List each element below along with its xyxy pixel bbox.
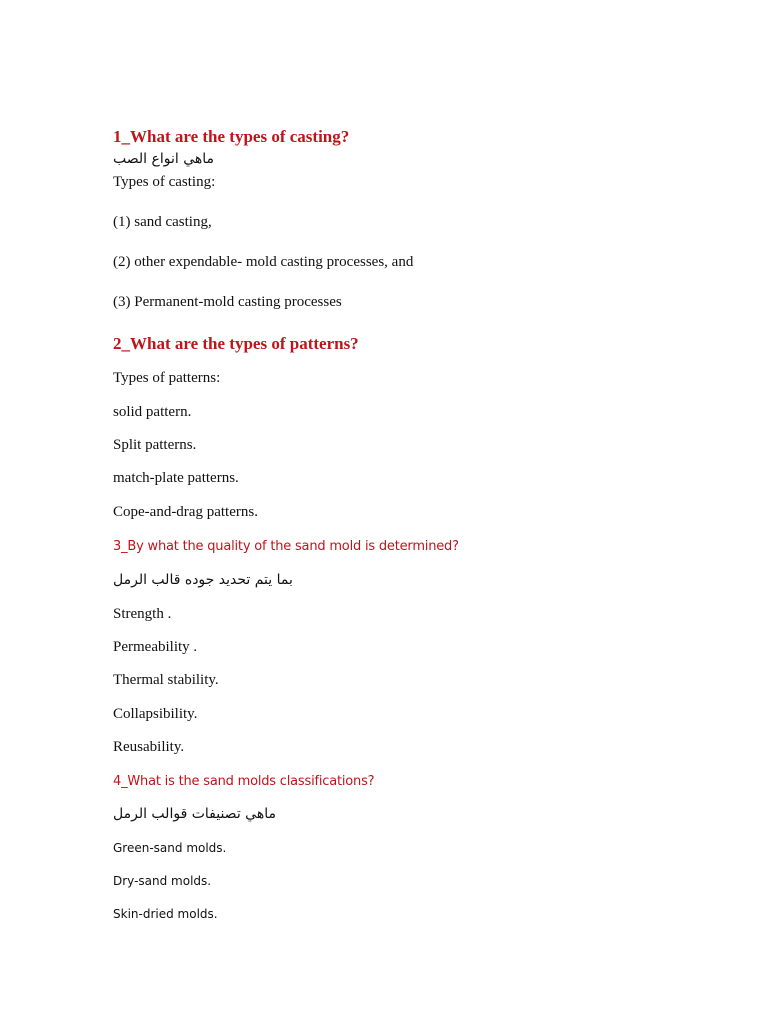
q1-item: (3) Permanent-mold casting processes bbox=[113, 294, 342, 310]
q2-intro: Types of patterns: bbox=[113, 370, 221, 386]
q1-intro: Types of casting: bbox=[113, 174, 216, 190]
q3-item: Strength . bbox=[113, 606, 172, 622]
q1-arabic: ماهي انواع الصب bbox=[113, 151, 215, 167]
q2-item: match-plate patterns. bbox=[113, 470, 239, 486]
q4-heading: 4_What is the sand molds classifications? bbox=[113, 774, 375, 789]
q1-item: (1) sand casting, bbox=[113, 214, 212, 230]
q1-item: (2) other expendable- mold casting processes, and bbox=[113, 254, 414, 270]
q2-item: Cope-and-drag patterns. bbox=[113, 504, 258, 520]
q1-heading: 1_What are the types of casting? bbox=[113, 127, 350, 146]
q2-heading: 2_What are the types of patterns? bbox=[113, 334, 359, 353]
q3-item: Collapsibility. bbox=[113, 706, 198, 722]
q3-item: Reusability. bbox=[113, 739, 185, 755]
q3-item: Thermal stability. bbox=[113, 672, 219, 688]
q4-item: Skin-dried molds. bbox=[113, 907, 218, 921]
q3-heading: 3_By what the quality of the sand mold is determined? bbox=[113, 539, 459, 554]
q2-item: Split patterns. bbox=[113, 437, 197, 453]
q4-item: Green-sand molds. bbox=[113, 841, 227, 855]
q4-item: Dry-sand molds. bbox=[113, 874, 212, 888]
q2-item: solid pattern. bbox=[113, 404, 192, 420]
q3-arabic: بما يتم تحديد جوده قالب الرمل bbox=[113, 572, 293, 588]
q4-arabic: ماهي تصنيفات قوالب الرمل bbox=[113, 806, 276, 822]
q3-item: Permeability . bbox=[113, 639, 198, 655]
